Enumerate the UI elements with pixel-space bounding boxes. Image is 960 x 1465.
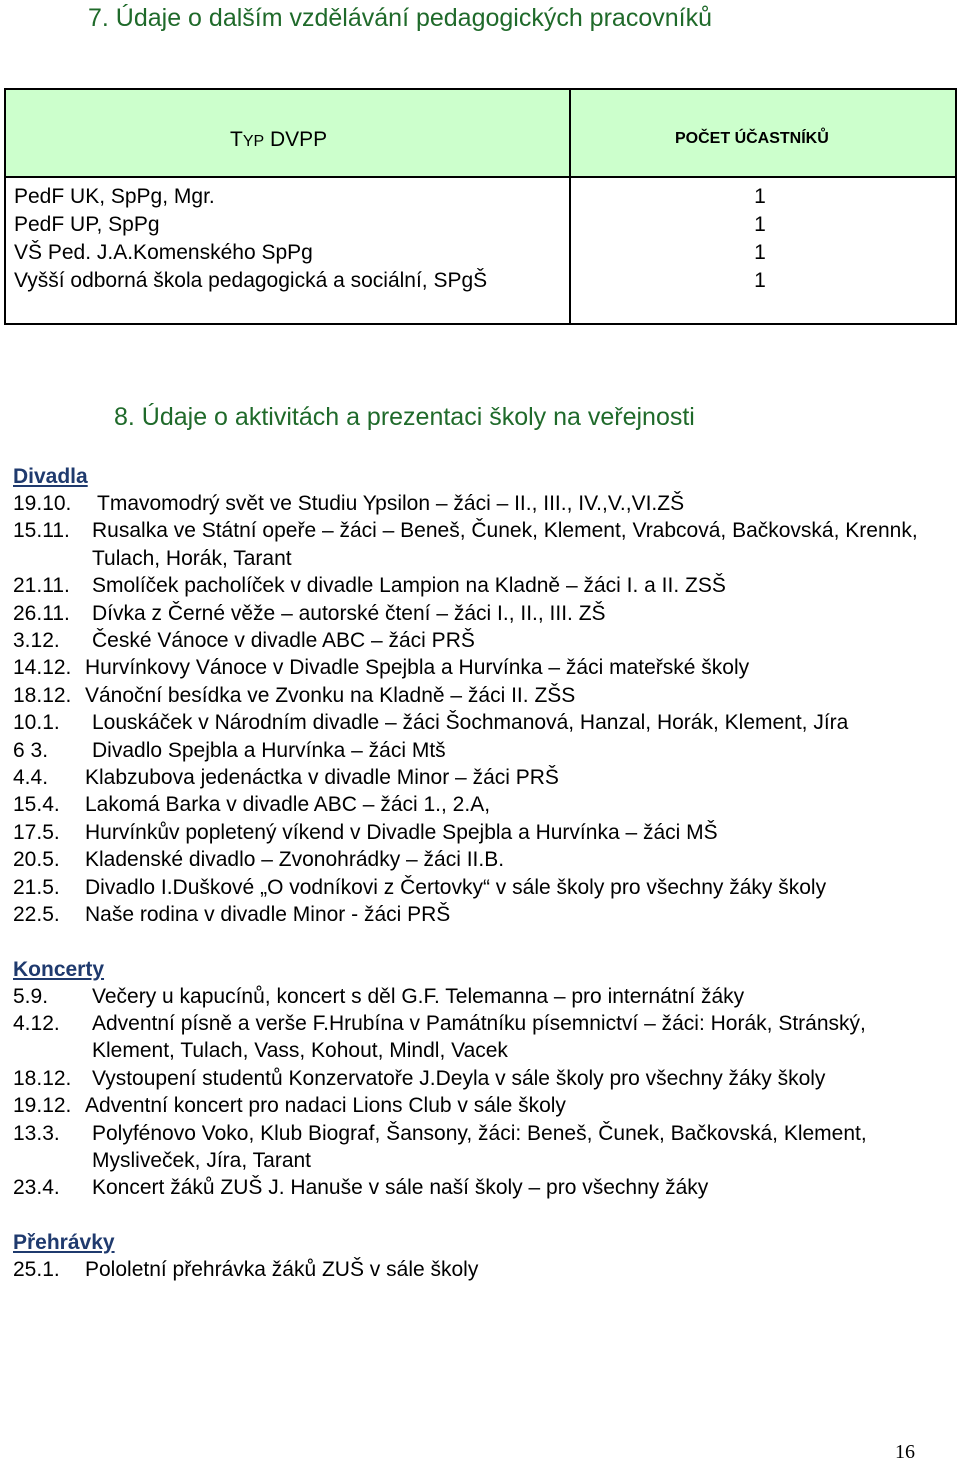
list-item [13, 1174, 943, 1201]
entry-date: 4.4. [13, 766, 49, 790]
entry-text: Vánoční besídka ve Zvonku na Kladně – žáci II. ZŠS [85, 683, 576, 707]
count-column [570, 177, 956, 324]
entry-date: 4.12. [13, 1011, 60, 1035]
group-title: Divadla [13, 465, 88, 488]
list-item [13, 1120, 943, 1175]
group-title: Přehrávky [13, 1230, 115, 1254]
entry-date: 3.12. [13, 629, 60, 653]
list-item [13, 654, 943, 681]
entry-text: Klabzubova jedenáctka v divadle Minor – žáci PRŠ [85, 766, 559, 790]
entry-text: Večery u kapucínů, koncert s děl G.F. Telemanna – pro internátní žáky [92, 984, 745, 1008]
entry-text: Adventní koncert pro nadaci Lions Club v sále školy [85, 1094, 566, 1118]
table-header-row [5, 89, 956, 177]
list-item [13, 627, 943, 654]
entry-date: 20.5. [13, 848, 60, 872]
entry-date: 19.10. [13, 492, 72, 515]
list-item [13, 846, 943, 873]
type-cell: PedF UP, SpPg [14, 213, 160, 236]
type-column [5, 177, 570, 324]
entry-text: Smolíček pacholíček v divadle Lampion na Kladně – žáci I. a II. ZSŠ [92, 574, 726, 598]
header-type-cell [5, 89, 570, 177]
page-number: 16 [895, 1441, 915, 1463]
entry-date: 25.1. [13, 1257, 60, 1281]
list-item [13, 737, 943, 764]
entry-date: 18.12. [13, 1066, 72, 1090]
type-cell: PedF UK, SpPg, Mgr. [14, 185, 215, 208]
entry-date: 23.4. [13, 1176, 60, 1200]
entry-date: 21.5. [13, 875, 60, 899]
list-item [13, 983, 943, 1010]
header-count-cell [570, 89, 956, 177]
list-item [13, 1256, 943, 1283]
list-item [13, 517, 943, 572]
header-type-label: TYP DVPP [230, 128, 328, 151]
activities-list [13, 463, 943, 1283]
section-7-title: 7. Údaje o dalším vzdělávání pedagogických pracovníků [88, 4, 712, 32]
count-cell: 1 [754, 241, 766, 264]
list-item [13, 1010, 943, 1065]
entry-date: 6 3. [13, 738, 49, 762]
list-item [13, 1092, 943, 1119]
entry-date: 14.12. [13, 656, 72, 680]
list-item [13, 764, 943, 791]
count-cell: 1 [754, 269, 766, 292]
section-gap [13, 929, 943, 956]
entry-text: České Vánoce v divadle ABC – žáci PRŠ [92, 629, 475, 653]
entry-text: Kladenské divadlo – Zvonohrádky – žáci II.B. [85, 848, 505, 872]
entry-date: 15.11. [13, 519, 70, 543]
section-8-title: 8. Údaje o aktivitách a prezentaci školy na veřejnosti [114, 403, 695, 431]
entry-text: Dívka z Černé věže – autorské čtení – žáci I., II., III. ZŠ [92, 601, 606, 625]
group-title: Koncerty [13, 957, 105, 981]
entry-text: Tmavomodrý svět ve Studiu Ypsilon – žáci – II., III., IV.,V.,VI.ZŠ [97, 492, 685, 515]
list-item [13, 791, 943, 818]
section-gap [13, 1202, 943, 1229]
entry-text: Lakomá Barka v divadle ABC – žáci 1., 2.A, [85, 793, 491, 817]
entry-date: 26.11. [13, 601, 70, 625]
list-item [13, 600, 943, 627]
table-body-row [5, 177, 956, 324]
entry-date: 15.4. [13, 793, 60, 817]
entry-text: Vystoupení studentů Konzervatoře J.Deyla v sále školy pro všechny žáky školy [92, 1066, 826, 1090]
entry-date: 10.1. [13, 711, 60, 735]
entry-date: 21.11. [13, 574, 70, 598]
entry-date: 22.5. [13, 903, 60, 927]
header-count-label: POČET ÚČASTNÍKŮ [675, 130, 829, 147]
entry-date: 19.12. [13, 1094, 72, 1118]
list-item [13, 490, 943, 517]
dvpp-table [4, 88, 957, 325]
entry-text: Louskáček v Národním divadle – žáci Šochmanová, Hanzal, Horák, Klement, Jíra [92, 711, 849, 735]
list-item [13, 874, 943, 901]
entry-date: 13.3. [13, 1121, 60, 1145]
list-item [13, 709, 943, 736]
entry-text: Divadlo I.Duškové „O vodníkovi z Čertovky“ v sále školy pro všechny žáky školy [85, 875, 827, 899]
list-item [13, 572, 943, 599]
type-cell: VŠ Ped. J.A.Komenského SpPg [14, 241, 313, 264]
entry-text: Divadlo Spejbla a Hurvínka – žáci Mtš [92, 738, 446, 762]
entry-date: 18.12. [13, 683, 72, 707]
entry-text: Naše rodina v divadle Minor - žáci PRŠ [85, 903, 451, 927]
entry-date: 5.9. [13, 984, 49, 1008]
entry-text: Hurvínkův popletený víkend v Divadle Spejbla a Hurvínka – žáci MŠ [85, 820, 718, 844]
list-item [13, 1065, 943, 1092]
type-cell: Vyšší odborná škola pedagogická a sociální, SPgŠ [14, 269, 488, 292]
entry-date: 17.5. [13, 820, 60, 844]
count-cell: 1 [754, 185, 766, 208]
list-item [13, 682, 943, 709]
entry-text: Hurvínkovy Vánoce v Divadle Spejbla a Hurvínka – žáci mateřské školy [85, 656, 750, 680]
entry-text: Pololetní přehrávka žáků ZUŠ v sále školy [85, 1257, 479, 1281]
entry-text: Adventní písně a verše F.Hrubína v Památníku písemnictví – žáci: Horák, Stránský, Klement, Tulach, Vass, Kohout, Mindl, Vacek [92, 1011, 866, 1063]
list-item [13, 901, 943, 928]
entry-text: Rusalka ve Státní opeře – žáci – Beneš, Čunek, Klement, Vrabcová, Bačkovská, Krennk, Tulach, Horák, Tarant [92, 519, 918, 570]
list-item [13, 819, 943, 846]
entry-text: Polyfénovo Voko, Klub Biograf, Šansony, žáci: Beneš, Čunek, Bačkovská, Klement, Mysliveček, Jíra, Tarant [92, 1121, 867, 1172]
count-cell: 1 [754, 213, 766, 236]
entry-text: Koncert žáků ZUŠ J. Hanuše v sále naší školy – pro všechny žáky [92, 1176, 709, 1200]
